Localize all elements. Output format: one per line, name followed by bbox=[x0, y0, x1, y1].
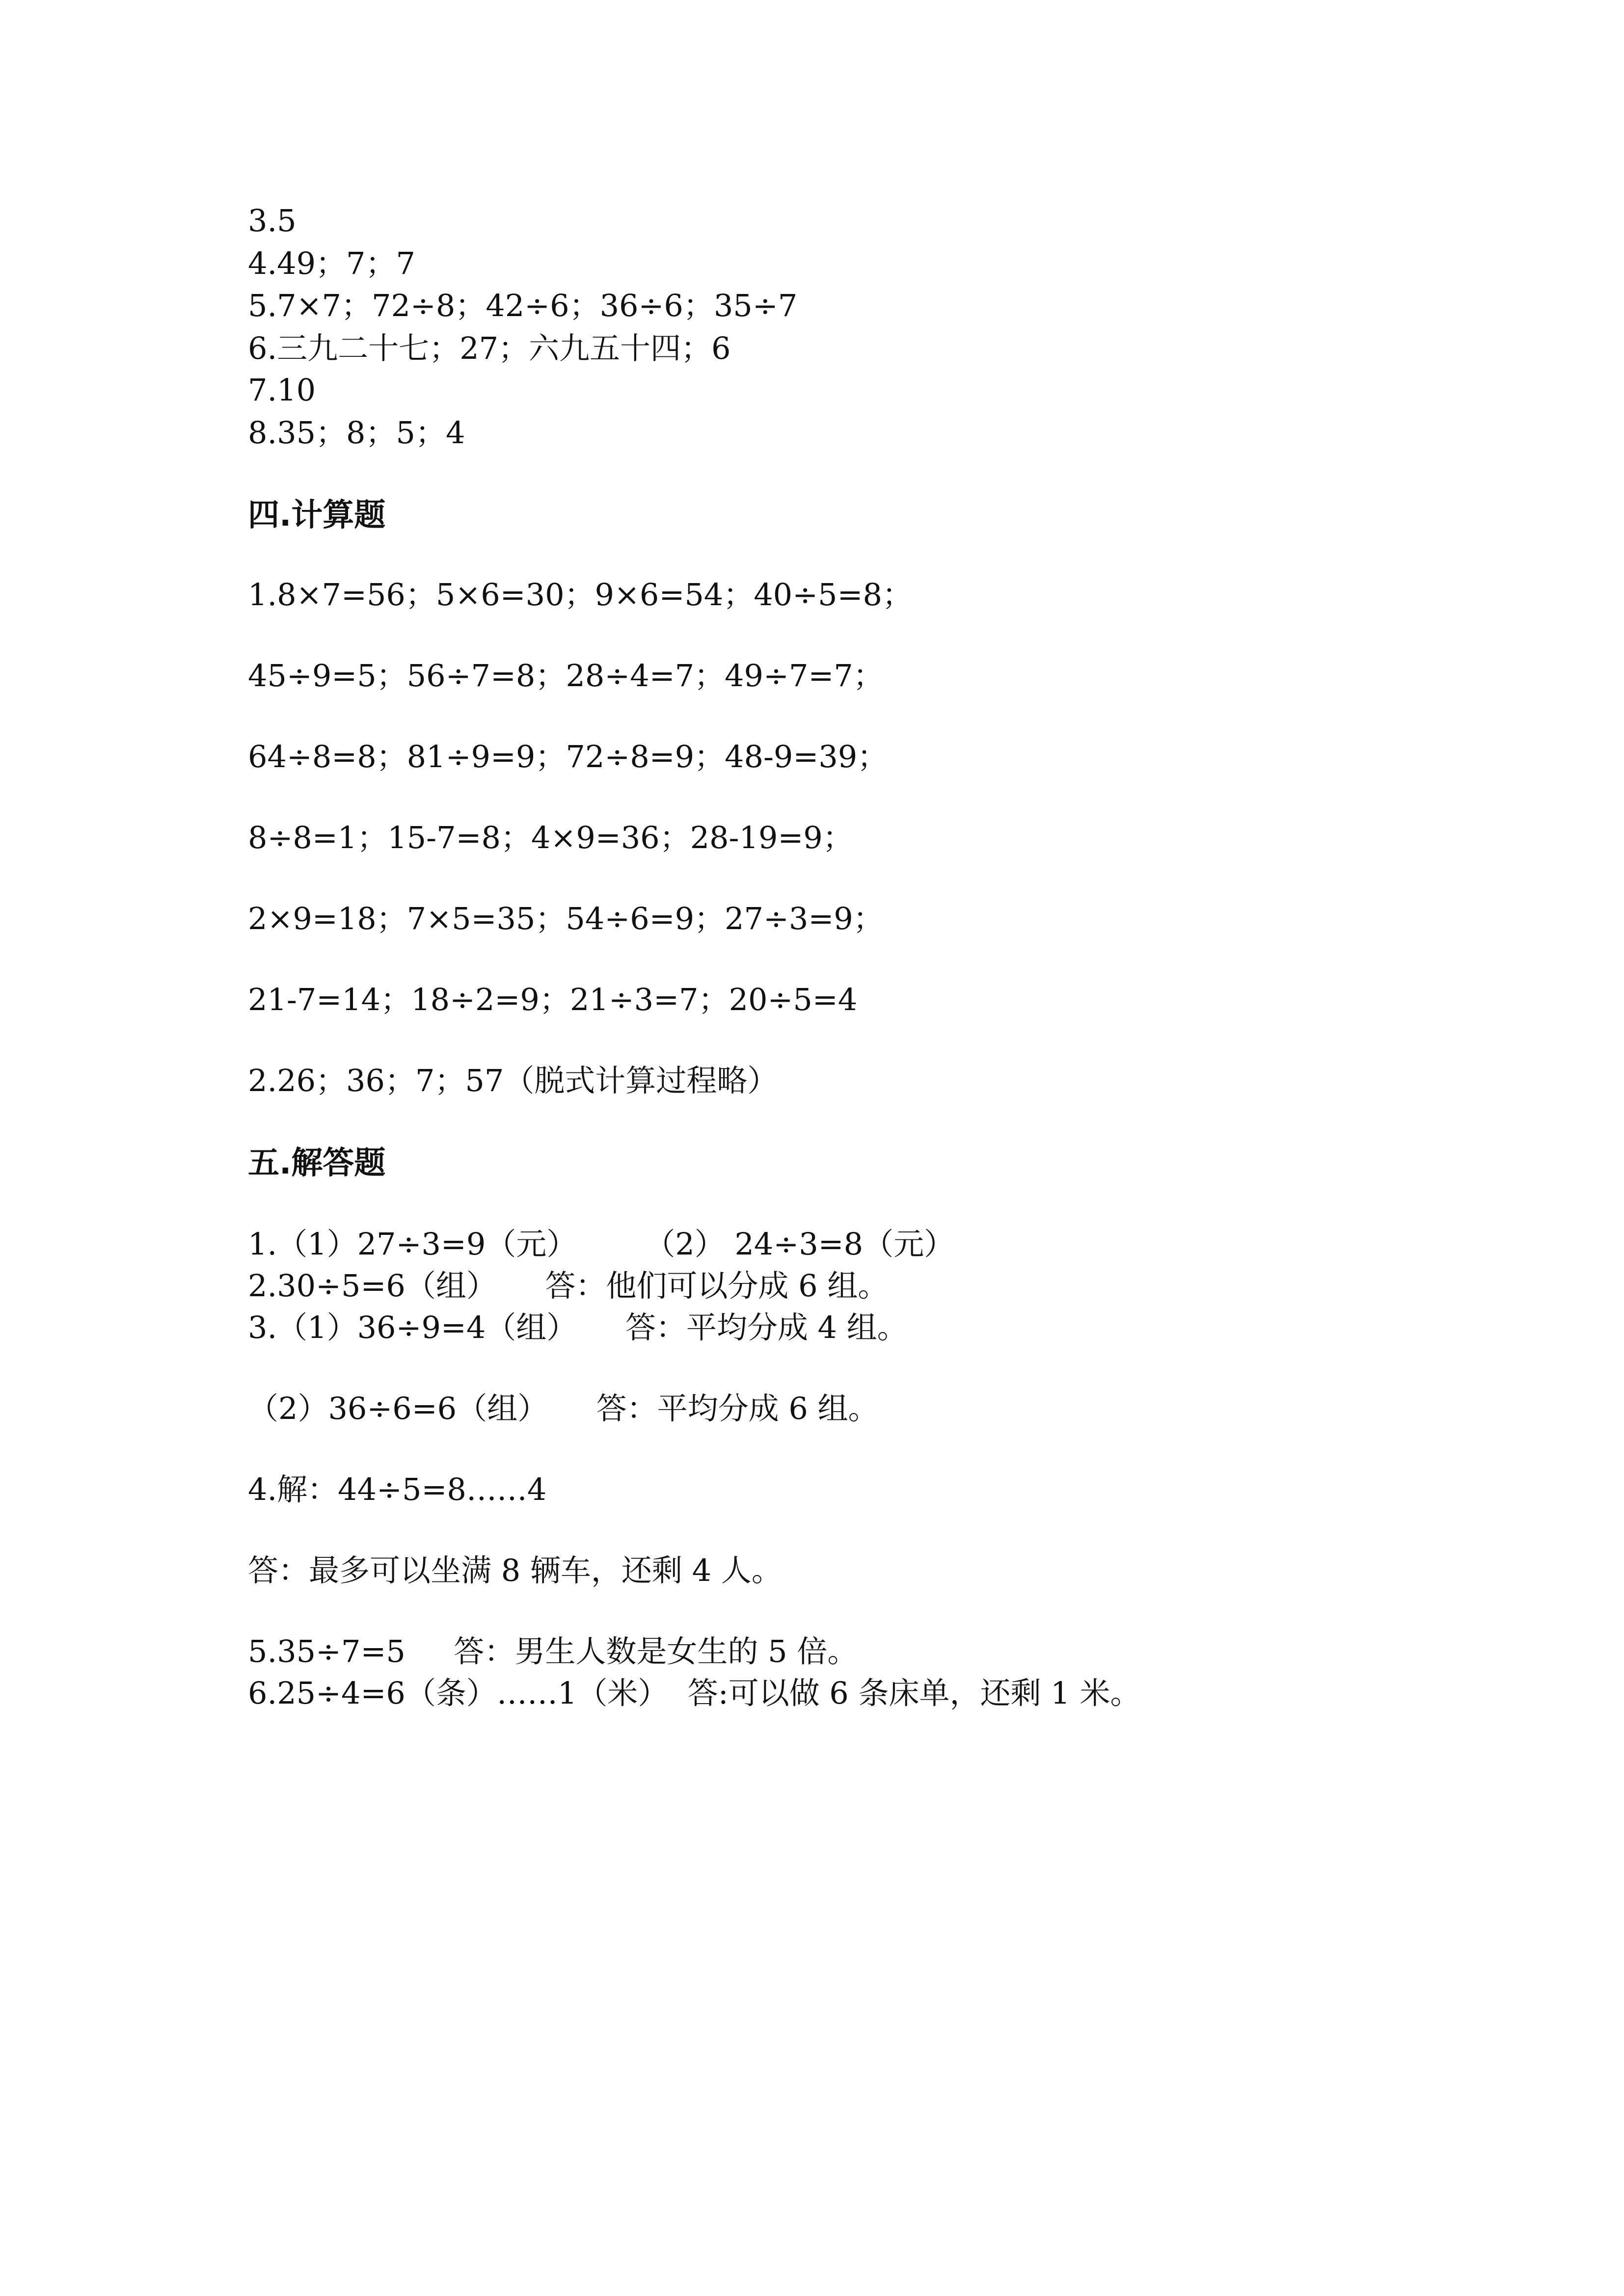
answer-item-4: 4.49；7；7 bbox=[248, 245, 415, 281]
section-heading-calculation: 四.计算题 bbox=[248, 497, 386, 534]
problem-line-1: 1.（1）27÷3=9（元） （2） 24÷3=8（元） bbox=[248, 1226, 955, 1262]
calc-line-5: 2×9=18；7×5=35；54÷6=9；27÷3=9； bbox=[248, 901, 884, 936]
calc-line-6: 21-7=14；18÷2=9；21÷3=7；20÷5=4 bbox=[248, 982, 858, 1017]
answer-item-6: 6.三九二十七；27；六九五十四；6 bbox=[248, 330, 731, 366]
answer-item-5: 5.7×7；72÷8；42÷6；36÷6；35÷7 bbox=[248, 288, 798, 323]
problem-line-3: 3.（1）36÷9=4（组） 答：平均分成 4 组。 bbox=[248, 1309, 908, 1345]
problem-line-8: 6.25÷4=6（条）……1（米） 答:可以做 6 条床单，还剩 1 米。 bbox=[248, 1675, 1141, 1711]
answer-item-8: 8.35；8；5；4 bbox=[248, 415, 465, 451]
problem-line-2: 2.30÷5=6（组） 答：他们可以分成 6 组。 bbox=[248, 1268, 889, 1304]
problem-line-7: 5.35÷7=5 答：男生人数是女生的 5 倍。 bbox=[248, 1633, 858, 1669]
calc-line-2: 45÷9=5；56÷7=8；28÷4=7；49÷7=7； bbox=[248, 658, 884, 694]
answer-item-3: 3.5 bbox=[248, 203, 297, 239]
answer-item-7: 7.10 bbox=[248, 372, 316, 408]
calc-line-4: 8÷8=1；15-7=8；4×9=36；28-19=9； bbox=[248, 820, 853, 855]
calc-line-7: 2.26；36；7；57（脱式计算过程略） bbox=[248, 1063, 778, 1098]
problem-line-4: （2）36÷6=6（组） 答：平均分成 6 组。 bbox=[248, 1390, 879, 1426]
section-heading-word-problems: 五.解答题 bbox=[248, 1145, 386, 1181]
calc-line-3: 64÷8=8；81÷9=9；72÷8=9；48-9=39； bbox=[248, 739, 888, 774]
problem-line-5: 4.解：44÷5=8……4 bbox=[248, 1471, 547, 1507]
calc-line-1: 1.8×7=56；5×6=30；9×6=54；40÷5=8； bbox=[248, 577, 913, 613]
problem-line-6: 答：最多可以坐满 8 辆车，还剩 4 人。 bbox=[248, 1552, 782, 1588]
